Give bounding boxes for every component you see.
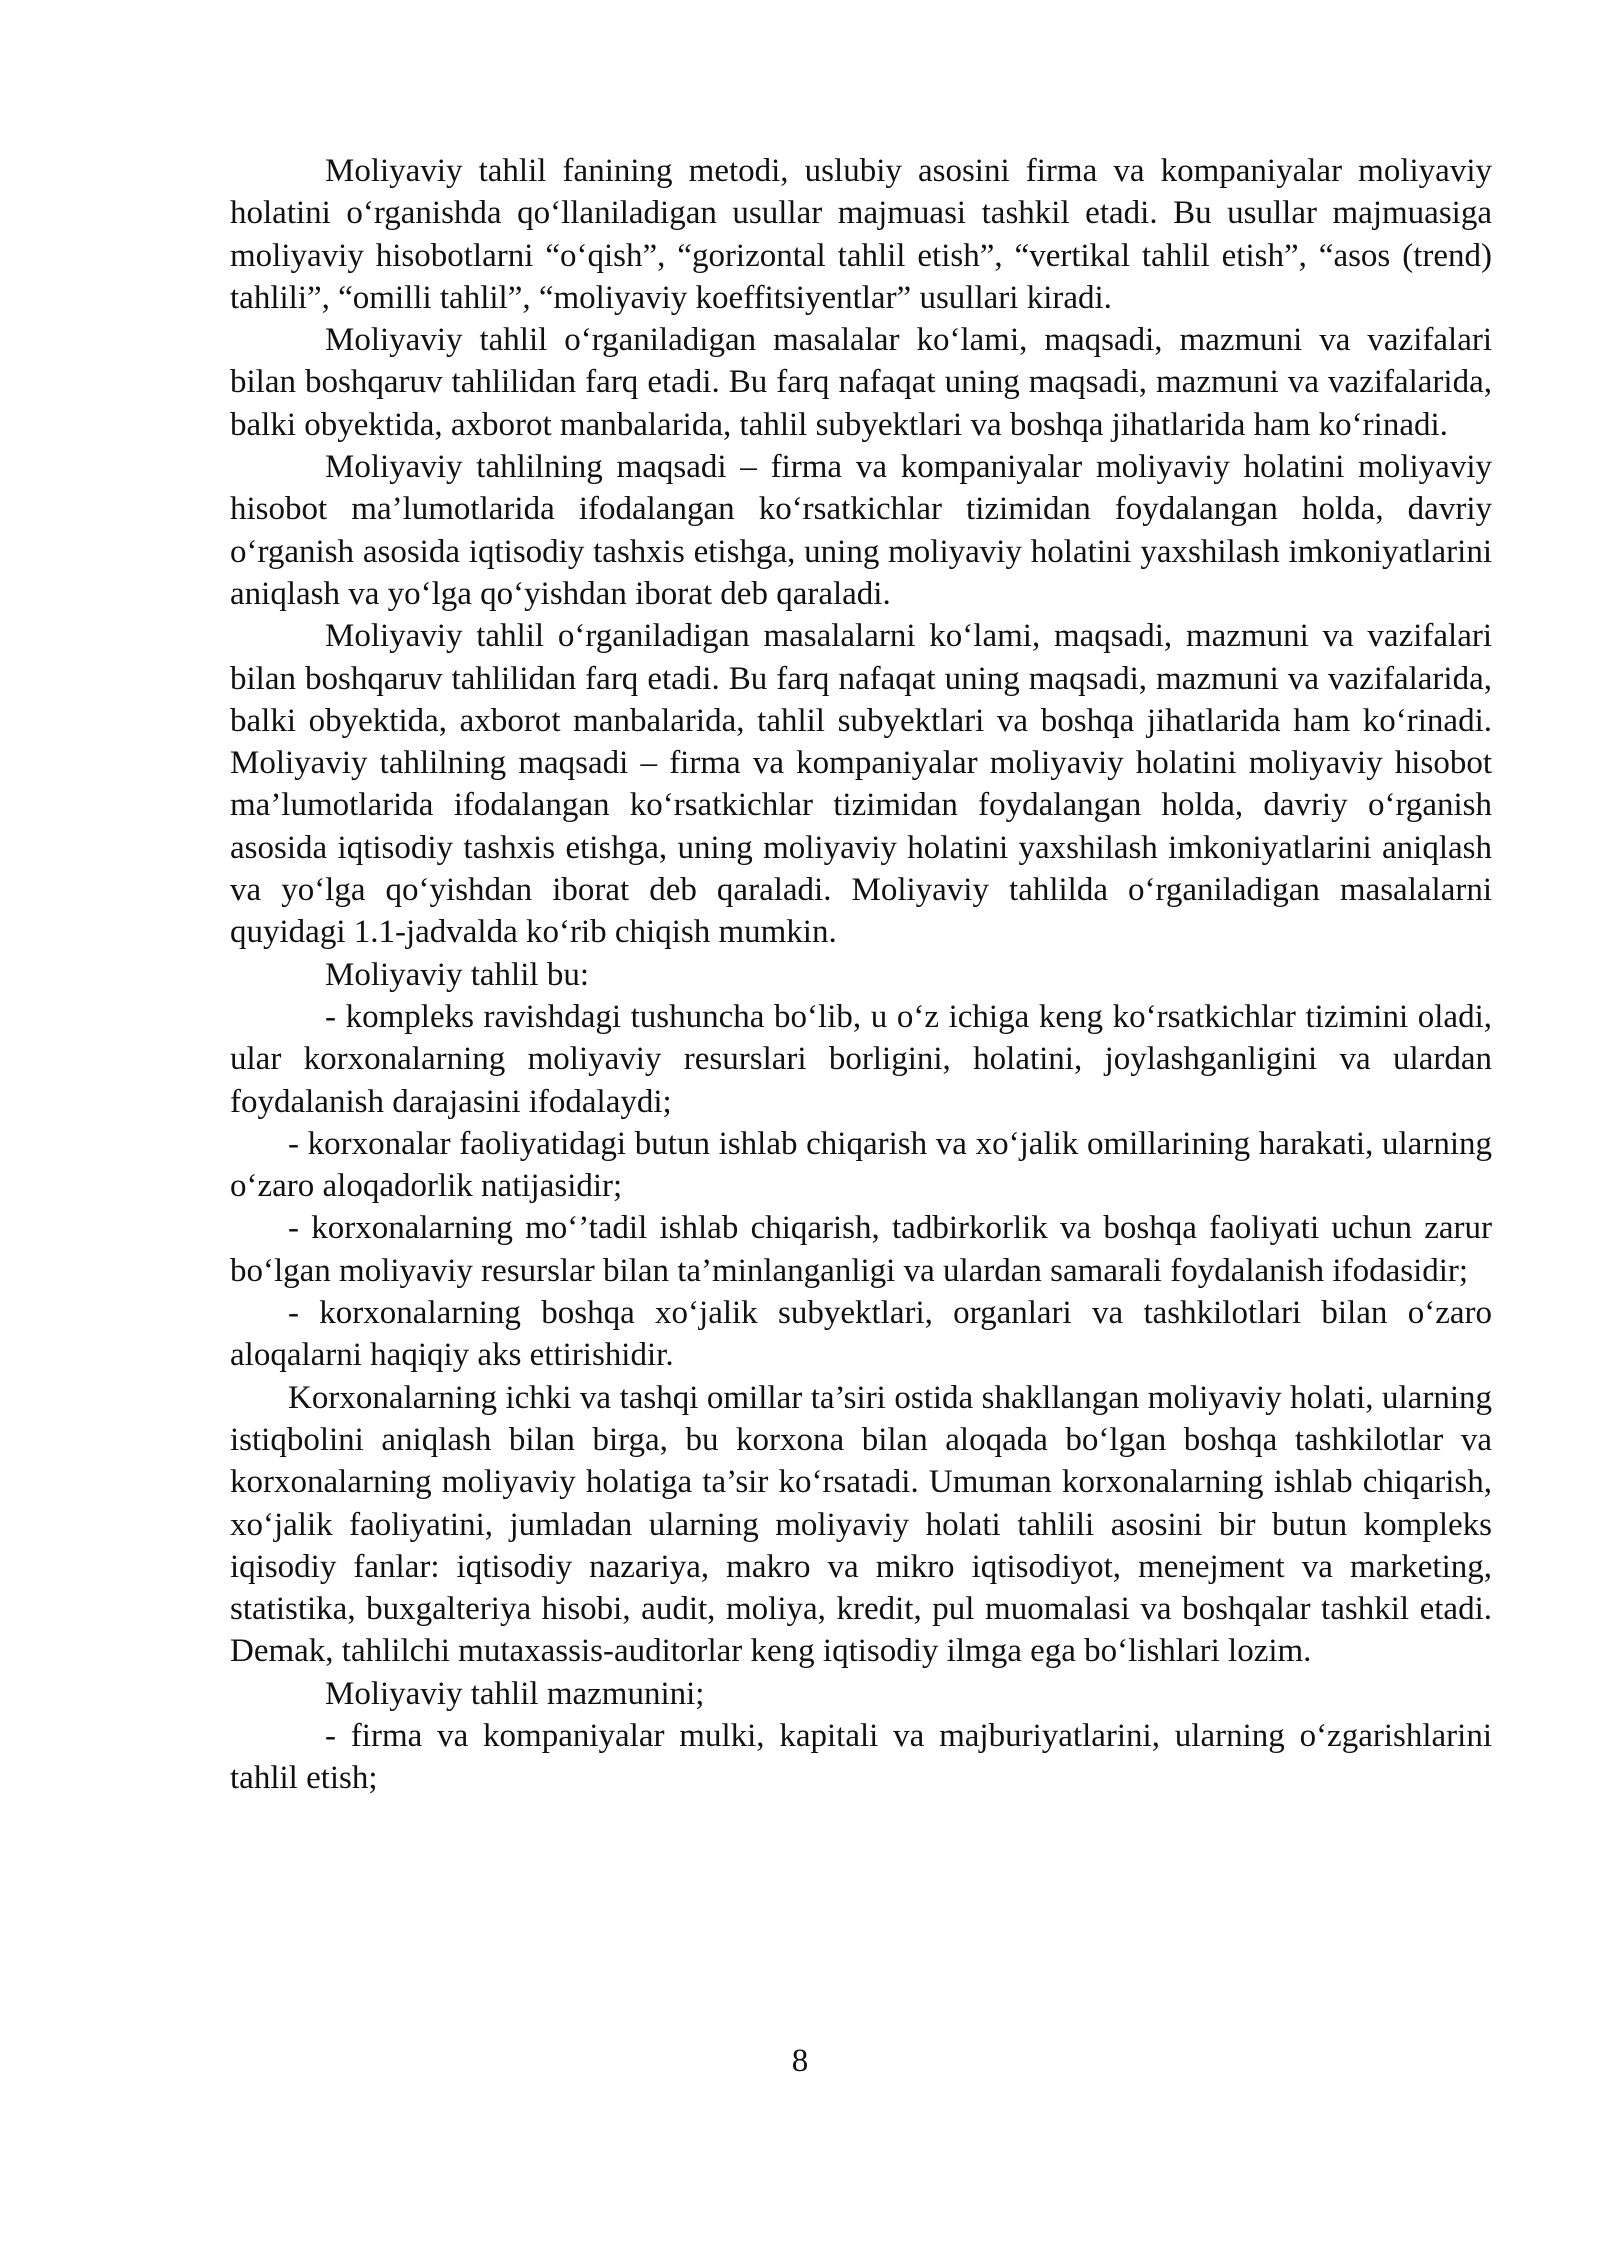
- paragraph-definition-intro: Moliyaviy tahlil bu:: [325, 956, 589, 993]
- paragraph-content-intro: Moliyaviy tahlil mazmunini;: [325, 1675, 705, 1712]
- list-item-property-analysis: - firma va kompaniyalar mulki, kapitali va majburiyatlarini, ularning o‘zgarishlarini tahlil etish;: [230, 1717, 1492, 1797]
- list-item-production-factors: - korxonalar faoliyatidagi butun ishlab chiqarish va xo‘jalik omillarining harakati, ularning o‘zaro aloqadorlik natijasidir;: [230, 1125, 1492, 1205]
- list-item-relations: - korxonalarning boshqa xo‘jalik subyektlari, organlari va tashkilotlari bilan o‘zaro aloqalarni haqiqiy aks ettirishidir.: [230, 1295, 1492, 1374]
- list-item-complex-concept: - kompleks ravishdagi tushuncha bo‘lib, u o‘z ichiga keng ko‘rsatkichlar tizimini oladi, ular korxonalarning moliyaviy resurslari borligini, holatini, joylashganligini va ulardan foydalanish darajasini ifodalaydi;: [230, 998, 1492, 1120]
- paragraph-scope: Moliyaviy tahlil o‘rganiladigan masalalar ko‘lami, maqsadi, mazmuni va vazifalari bilan boshqaruv tahlilidan farq etadi. Bu farq nafaqat uning maqsadi, mazmuni va vazifalarida, balki obyektida, axborot manbalarida, tahlil subyektlari va boshqa jihatlarida ham ko‘rinadi.: [230, 322, 1492, 443]
- page-number: 8: [791, 2043, 809, 2079]
- paragraph-scope-repeat: Moliyaviy tahlil o‘rganiladigan masalalarni ko‘lami, maqsadi, mazmuni va vazifalari bilan boshqaruv tahlilidan farq etadi. Bu farq nafaqat uning maqsadi, mazmuni va vazifalarida, balki obyektida, axborot manbalarida, tahlil subyektlari va boshqa jihatlarida ham ko‘rinadi. Moliyaviy tahlilning maqsadi – firma va kompaniyalar moliyaviy holatini moliyaviy hisobot ma’lumotlarida ifodalangan ko‘rsatkichlar tizimidan foydalangan holda, davriy o‘rganish asosida iqtisodiy tashxis etishga, uning moliyaviy holatini yaxshilash imkoniyatlarini aniqlash va yo‘lga qo‘yishdan iborat deb qaraladi. Moliyaviy tahlilda o‘rganiladigan masalalarni quyidagi 1.1-jadvalda ko‘rib chiqish mumkin.: [230, 618, 1492, 951]
- paragraph-internal-external-factors: Korxonalarning ichki va tashqi omillar ta’siri ostida shakllangan moliyaviy holati, ularning istiqbolini aniqlash bilan birga, bu korxona bilan aloqada bo‘lgan boshqa tashkilotlar va korxonalarning moliyaviy holatiga ta’sir ko‘rsatadi. Umuman korxonalarning ishlab chiqarish, xo‘jalik faoliyatini, jumladan ularning moliyaviy holati tahlili asosini bir butun kompleks iqisodiy fanlar: iqtisodiy nazariya, makro va mikro iqtisodiyot, menejment va marketing, statistika, buxgalteriya hisobi, audit, moliya, kredit, pul muomalasi va boshqalar tashkil etadi. Demak, tahlilchi mutaxassis-auditorlar keng iqtisodiy ilmga ega bo‘lishlari lozim.: [230, 1379, 1492, 1670]
- list-item-resource-provision: - korxonalarning mo‘’tadil ishlab chiqarish, tadbirkorlik va boshqa faoliyati uchun zarur bo‘lgan moliyaviy resurslar bilan ta’minlanganligi va ulardan samarali foydalanish ifodasidir;: [230, 1210, 1492, 1289]
- paragraph-methods: Moliyaviy tahlil fanining metodi, uslubiy asosini firma va kompaniyalar moliyaviy holatini o‘rganishda qo‘llaniladigan usullar majmuasi tashkil etadi. Bu usullar majmuasiga moliyaviy hisobotlarni “o‘qish”, “gorizontal tahlil etish”, “vertikal tahlil etish”, “asos (trend) tahlili”, “omilli tahlil”, “moliyaviy koeffitsiyentlar” usullari kiradi.: [230, 153, 1492, 316]
- paragraph-purpose: Moliyaviy tahlilning maqsadi – firma va kompaniyalar moliyaviy holatini moliyaviy hisobot ma’lumotlarida ifodalangan ko‘rsatkichlar tizimidan foydalangan holda, davriy o‘rganish asosida iqtisodiy tashxis etishga, uning moliyaviy holatini yaxshilash imkoniyatlarini aniqlash va yo‘lga qo‘yishdan iborat deb qaraladi.: [230, 449, 1492, 612]
- document-body: [230, 150, 1492, 1800]
